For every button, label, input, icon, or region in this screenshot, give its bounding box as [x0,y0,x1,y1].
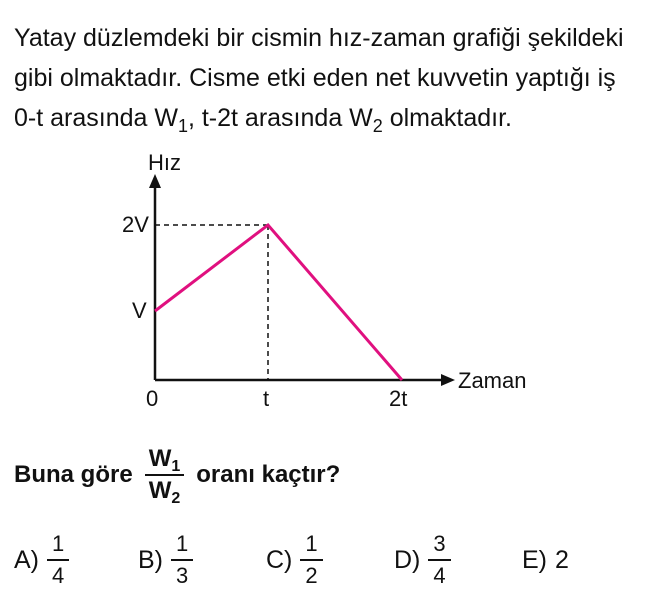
option-a-numerator: 1 [47,529,69,561]
option-b-denominator: 3 [176,563,189,588]
option-a-denominator: 4 [52,563,65,588]
option-b-letter: B) [138,545,163,574]
option-a[interactable] [14,524,69,596]
y-axis-label: Hız [148,150,181,175]
option-c[interactable] [266,524,323,596]
question [14,440,340,510]
w2-subscript: 2 [372,116,383,136]
y-axis-arrow-icon [149,174,161,188]
option-a-letter: A) [14,545,39,574]
velocity-series-line [155,225,402,380]
y-tick-2v: 2V [122,212,149,237]
problem-line-3-c: olmaktadır. [382,104,513,132]
question-prefix: Buna göre [14,461,133,488]
w-ratio-denominator [145,476,185,506]
w-ratio-fraction [145,444,185,506]
option-e[interactable] [522,524,569,596]
option-b-numerator: 1 [171,529,193,561]
y-tick-v: V [132,298,147,323]
option-d-numerator: 3 [428,529,450,561]
option-d-denominator: 4 [433,563,446,588]
option-c-numerator: 1 [300,529,322,561]
option-e-letter: E) [522,545,547,574]
option-e-value: 2 [555,545,569,574]
problem-line-3-b: , t-2t arasında W [187,104,373,132]
problem-text [14,18,650,138]
problem-line-2: gibi olmaktadır. Cisme etki eden net kuvvetin yaptığı iş [14,64,616,92]
w-ratio-numerator [145,444,185,476]
option-c-fraction [300,529,322,591]
option-c-denominator: 2 [305,563,318,588]
problem-line-1: Yatay düzlemdeki bir cismin hız-zaman grafiği şekildeki [14,24,624,52]
question-suffix: oranı kaçtır? [196,461,341,488]
x-axis-label: Zaman [458,368,527,393]
option-b-fraction [171,529,193,591]
w1-subscript: 1 [177,116,188,136]
x-tick-2t: 2t [389,386,408,411]
x-tick-t: t [263,386,270,411]
w-ratio-num-sub: 1 [171,458,181,475]
x-tick-0: 0 [146,386,159,411]
x-axis-arrow-icon [441,374,455,386]
w-ratio-den-symbol: W [148,477,172,504]
option-d-letter: D) [394,545,421,574]
w-ratio-den-sub: 2 [171,490,181,507]
velocity-time-graph [100,148,550,418]
option-a-fraction [47,529,69,591]
problem-line-3-a: 0-t arasında W [14,104,178,132]
option-d[interactable] [394,524,451,596]
answer-options [14,524,654,596]
option-c-letter: C) [266,545,293,574]
w-ratio-num-symbol: W [148,445,172,472]
problem-line-3 [14,98,650,138]
option-d-fraction [428,529,450,591]
option-b[interactable] [138,524,193,596]
